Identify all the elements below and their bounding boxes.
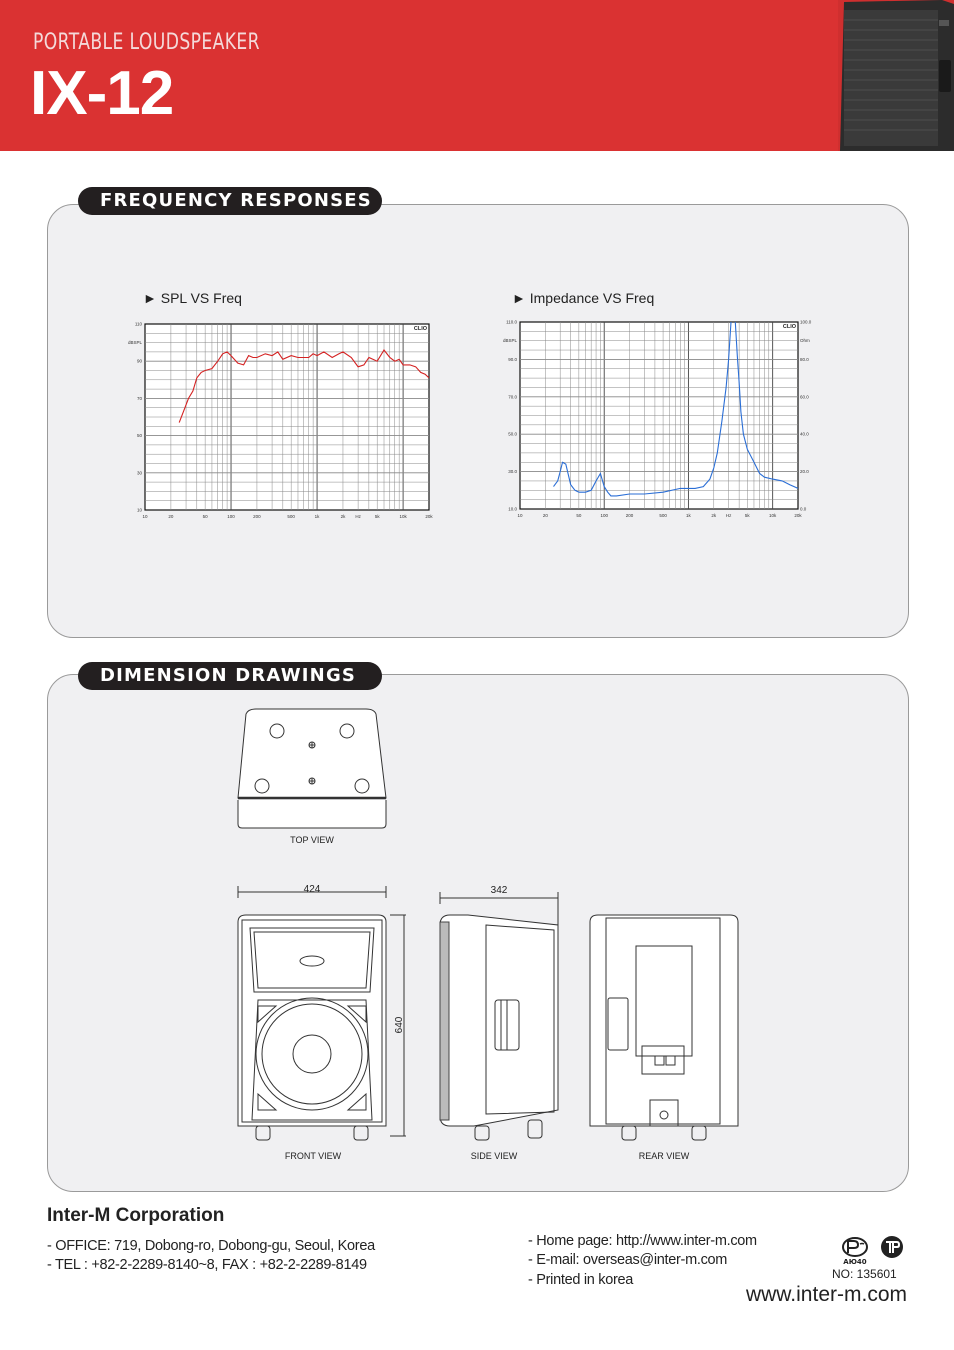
dimension-drawings-title: DIMENSION DRAWINGS: [78, 662, 382, 690]
x-tick-label: 50: [576, 513, 582, 518]
side-view-label: SIDE VIEW: [470, 1151, 518, 1161]
office-address: - OFFICE: 719, Dobong-ro, Dobong-gu, Seoul, Korea: [47, 1238, 375, 1254]
certification-marks: [838, 1235, 908, 1265]
x-tick-label: 20: [542, 513, 548, 518]
x-tick-label: 500: [659, 513, 667, 518]
depth-dimension: 342: [490, 885, 508, 896]
chart-corner-label: CLIO: [413, 326, 427, 332]
y-unit-label: dBSPL: [127, 340, 142, 345]
y-tick-label: 30: [136, 470, 142, 476]
x-tick-label: 50: [202, 514, 208, 519]
y-tick-label: 70.0: [508, 394, 517, 400]
x-tick-label: 20k: [794, 513, 802, 518]
product-category: PORTABLE LOUDSPEAKER: [33, 30, 260, 55]
y-tick-label: 10: [136, 507, 142, 513]
y-tick-label: 70: [136, 395, 142, 401]
website-url[interactable]: www.inter-m.com: [745, 1283, 907, 1306]
x-tick-label: 5k: [744, 513, 750, 518]
x-tick-label: 100: [600, 513, 608, 518]
x-tick-label: 1k: [314, 514, 320, 519]
rear-view-drawing: [590, 915, 738, 1140]
telephone-fax: - TEL : +82-2-2289-8140~8, FAX : +82-2-2289-8149: [47, 1257, 367, 1273]
y-tick-label: 110: [134, 321, 142, 327]
y2-unit-label: Ohm: [800, 338, 810, 343]
model-name: IX-12: [30, 59, 174, 128]
header-banner: [0, 0, 954, 151]
x-tick-label: 10k: [769, 513, 777, 518]
width-dimension: 424: [303, 884, 321, 895]
x-tick-label: 20: [168, 514, 174, 519]
frequency-responses-title: FREQUENCY RESPONSES: [78, 187, 382, 215]
top-view-label: TOP VIEW: [290, 835, 334, 845]
y-tick-label: 50: [136, 433, 142, 439]
speaker-photo: [838, 0, 954, 151]
x-tick-label: 2k: [711, 513, 717, 518]
front-view-label: FRONT VIEW: [284, 1151, 342, 1161]
x-tick-label: 200: [625, 513, 634, 518]
x-tick-label: 100: [227, 514, 235, 519]
spl-vs-freq-chart: [127, 316, 440, 524]
height-dimension: 640: [394, 1016, 405, 1034]
side-view-drawing: [440, 892, 558, 1140]
spl-chart-title: ► SPL VS Freq: [143, 290, 242, 306]
impedance-vs-freq-chart: [504, 314, 820, 524]
y-tick-label: 50.0: [508, 431, 517, 437]
email-link[interactable]: - E-mail: overseas@inter-m.com: [528, 1252, 728, 1268]
y2-tick-label: 40.0: [800, 431, 809, 437]
cert-mark-text: AЮ40: [843, 1258, 867, 1266]
rear-view-label: REAR VIEW: [638, 1151, 690, 1161]
impedance-chart-title: ► Impedance VS Freq: [512, 290, 655, 306]
eac-certification-icon: [881, 1236, 903, 1258]
x-tick-label: Hz: [355, 514, 361, 519]
x-tick-label: 5k: [374, 514, 380, 519]
y2-tick-label: 0.0: [800, 506, 807, 512]
y-tick-label: 10.0: [508, 506, 517, 512]
x-tick-label: 1k: [686, 513, 691, 518]
company-name: Inter-M Corporation: [47, 1205, 225, 1226]
y2-tick-label: 80.0: [800, 356, 809, 362]
dimension-drawings: [220, 700, 760, 1175]
y2-tick-label: 60.0: [800, 394, 809, 400]
chart-corner-label: CLIO: [782, 324, 796, 330]
printed-in: - Printed in korea: [528, 1272, 634, 1288]
x-tick-label: 20k: [425, 514, 433, 519]
y-tick-label: 90.0: [508, 356, 517, 362]
y-tick-label: 90: [136, 358, 142, 364]
front-view-drawing: [238, 886, 406, 1140]
y-tick-label: 30.0: [508, 469, 517, 475]
pct-certification-icon: [843, 1238, 867, 1266]
x-tick-label: Hz: [725, 513, 732, 518]
y-tick-label: 110.0: [506, 319, 517, 325]
homepage-link[interactable]: - Home page: http://www.inter-m.com: [528, 1233, 757, 1249]
y2-tick-label: 20.0: [800, 469, 809, 475]
x-tick-label: 10k: [399, 514, 407, 519]
x-tick-label: 10: [517, 513, 523, 518]
x-tick-label: 500: [287, 514, 295, 519]
x-tick-label: 2k: [340, 514, 346, 519]
x-tick-label: 10: [142, 514, 148, 519]
y2-tick-label: 100.0: [800, 319, 812, 325]
y-unit-label: dBSPL: [502, 338, 517, 343]
certification-number: NO: 135601: [832, 1267, 897, 1281]
top-view-drawing: [238, 709, 386, 828]
x-tick-label: 200: [253, 514, 261, 519]
